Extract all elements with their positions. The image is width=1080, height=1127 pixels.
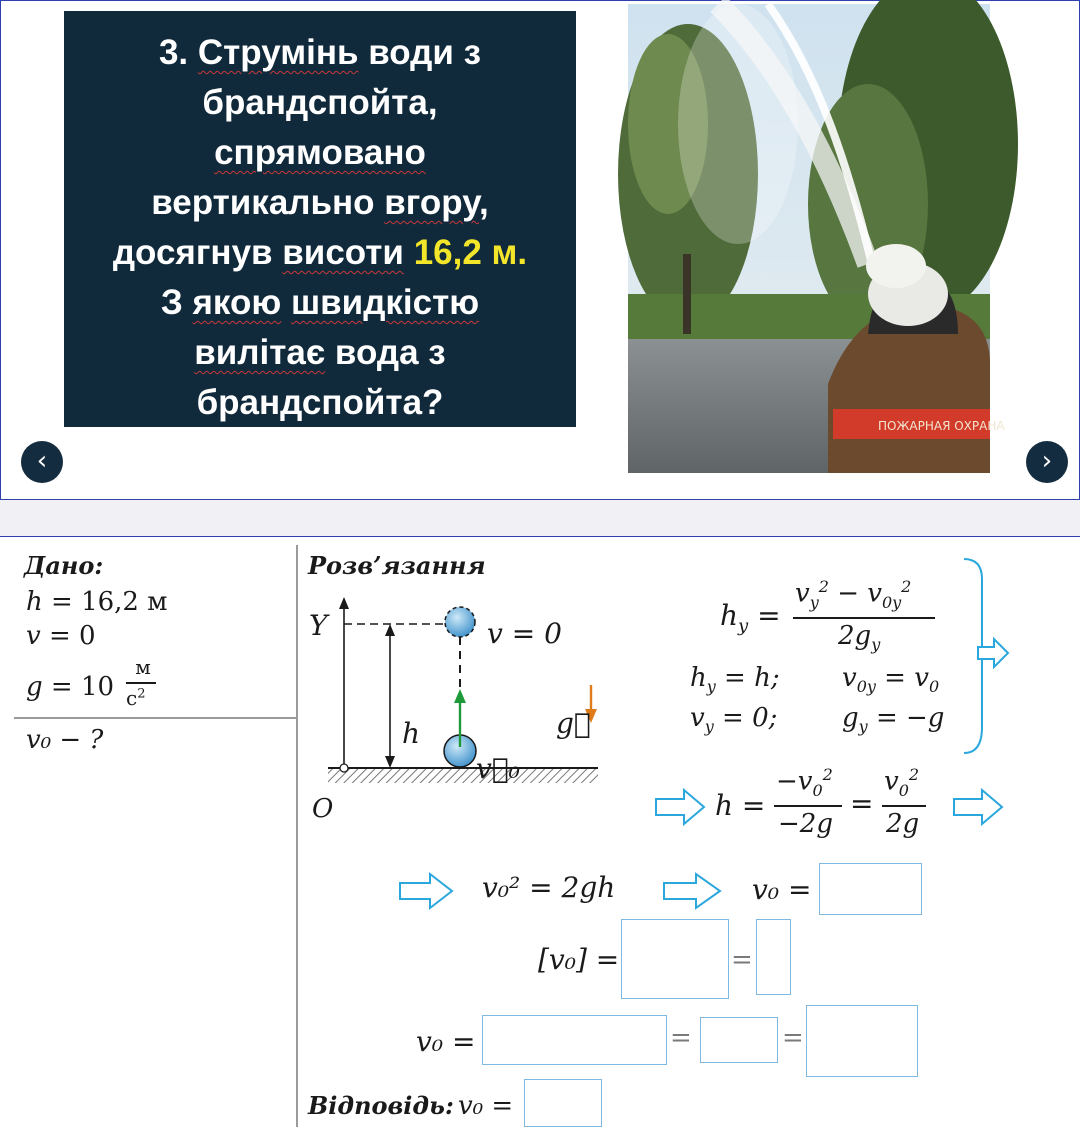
question-text: З <box>160 283 193 322</box>
equals-sign: = <box>782 1023 804 1053</box>
condition-gy-var: g <box>842 703 859 733</box>
question-text: вода з <box>325 333 446 372</box>
question-box: 3. Струмінь води з брандспойта, спрямовано вертикально вгору, досягнув висоти 16,2 м. З якою швидкістю вилітає вода з брандспойта? <box>64 11 576 427</box>
initial-velocity-label: v⃗₀ <box>476 752 520 785</box>
question-text: спрямовано <box>214 133 426 172</box>
question-text: води з <box>358 33 482 72</box>
formula-h: h = <box>715 789 766 822</box>
question-text: швидкістю <box>290 283 480 322</box>
given-g <box>26 672 114 702</box>
formula-v0: v₀ = <box>752 873 812 906</box>
chevron-right-icon: › <box>1041 446 1053 476</box>
equals-sign: = <box>731 945 753 975</box>
prev-slide-button[interactable] <box>21 441 63 483</box>
formula-v0-squared: v₀² = 2gh <box>482 871 616 904</box>
implies-arrow-icon <box>398 871 456 911</box>
answer-box[interactable] <box>524 1079 602 1127</box>
formula-equals: = <box>850 787 874 820</box>
formula-h-den1: −2g <box>778 809 833 839</box>
units-label: [v₀] = <box>538 943 620 976</box>
implies-arrow-icon <box>662 871 724 911</box>
formula-h-num2: $v_0^2$ <box>884 765 920 800</box>
question-text: висоти <box>282 233 404 272</box>
given-g-unit-num: м <box>135 655 151 679</box>
condition-gy: $g_y = -g$ <box>842 703 945 737</box>
fraction-bar <box>126 682 156 684</box>
equals-sign: = <box>670 1023 692 1053</box>
implies-arrow-icon <box>654 787 708 827</box>
condition-hy-var: h <box>690 663 707 693</box>
origin-label: O <box>312 794 334 824</box>
given-g-unit-den: $с^2$ <box>126 686 146 710</box>
fraction-bar <box>774 805 842 807</box>
slide-panel <box>0 0 1080 500</box>
implies-arrow-icon <box>952 787 1006 827</box>
condition-v0y-var: v <box>842 663 857 693</box>
ball-top <box>445 607 475 637</box>
chevron-left-icon: ‹ <box>36 446 48 476</box>
question-text: вилітає <box>194 333 326 372</box>
page-gap <box>0 500 1080 536</box>
y-axis-arrow-icon <box>339 597 349 609</box>
origin-point <box>340 764 348 772</box>
given-title: Дано: <box>24 551 104 580</box>
given-unknown: v₀ − ? <box>26 725 104 755</box>
given-v-var: v <box>26 621 41 651</box>
jacket-badge: ПОЖАРНАЯ ОХРАНА <box>878 419 1005 433</box>
question-highlight: 16,2 м. <box>413 233 528 272</box>
question-text: брандспойта, <box>202 83 438 122</box>
given-v-value: = 0 <box>48 621 96 651</box>
given-h <box>26 587 167 617</box>
height-arrow-up-icon <box>385 624 395 636</box>
condition-hy: $h_y = h$; <box>690 663 780 697</box>
worksheet <box>0 536 1080 1126</box>
condition-v0y: $v_{0y} = v_0$ <box>842 663 940 697</box>
calculation-box-3[interactable] <box>806 1005 918 1077</box>
formula-h-num1: $-v_0^2$ <box>776 765 833 800</box>
given-h-value: = 16,2 м <box>51 587 168 617</box>
answer-box-formula[interactable] <box>819 863 922 915</box>
fraction-bar <box>793 617 935 619</box>
formula-hy: $h_y$ = <box>720 599 781 637</box>
height-arrow-down-icon <box>385 756 395 768</box>
calculation-box-1[interactable] <box>482 1015 667 1065</box>
given-g-value: = 10 <box>50 672 115 702</box>
units-box-2[interactable] <box>756 919 791 995</box>
question-text: якою <box>192 283 282 322</box>
velocity-arrow-icon <box>454 689 466 703</box>
height-label: h <box>402 717 421 750</box>
given-g-var: g <box>26 672 43 702</box>
question-text: вертикально <box>151 183 385 222</box>
next-slide-button[interactable] <box>1026 441 1068 483</box>
bracket <box>960 557 1020 757</box>
velocity-top-label: v = 0 <box>487 617 562 650</box>
firefighter-photo-illustration <box>628 4 1005 473</box>
given-v <box>26 621 96 651</box>
formula-hy-numerator: $v_y^2 - v_{0y}^2$ <box>795 577 912 612</box>
condition-vy: $v_y = 0$; <box>690 703 778 737</box>
firefighter-photo <box>628 4 1005 473</box>
condition-vy-var: v <box>690 703 705 733</box>
answer-label: Відповідь: <box>308 1091 454 1120</box>
question-text: Струмінь <box>197 33 359 72</box>
ground <box>328 769 598 783</box>
calculation-box-2[interactable] <box>700 1017 778 1063</box>
formula-hy-var: h <box>720 599 739 632</box>
column-divider <box>296 545 298 1127</box>
question-text: досягнув <box>112 233 283 272</box>
question-text: вгору <box>384 183 480 222</box>
given-g-unit-den-text: с <box>126 686 138 710</box>
units-box-1[interactable] <box>621 919 729 999</box>
formula-hy-denominator: $2g_y$ <box>838 621 881 655</box>
fraction-bar <box>882 805 926 807</box>
solution-title: Розв’язання <box>308 551 486 580</box>
question-text: 3. <box>158 33 198 72</box>
formula-h-den2: 2g <box>886 809 920 839</box>
given-divider <box>14 717 296 719</box>
given-h-var: h <box>26 587 43 617</box>
answer-variable: v₀ = <box>458 1091 514 1121</box>
calculation-label: v₀ = <box>416 1025 476 1058</box>
gravity-label: g⃗ <box>556 707 591 740</box>
question-text: брандспойта? <box>196 383 444 422</box>
axis-y-label: Y <box>309 609 328 642</box>
